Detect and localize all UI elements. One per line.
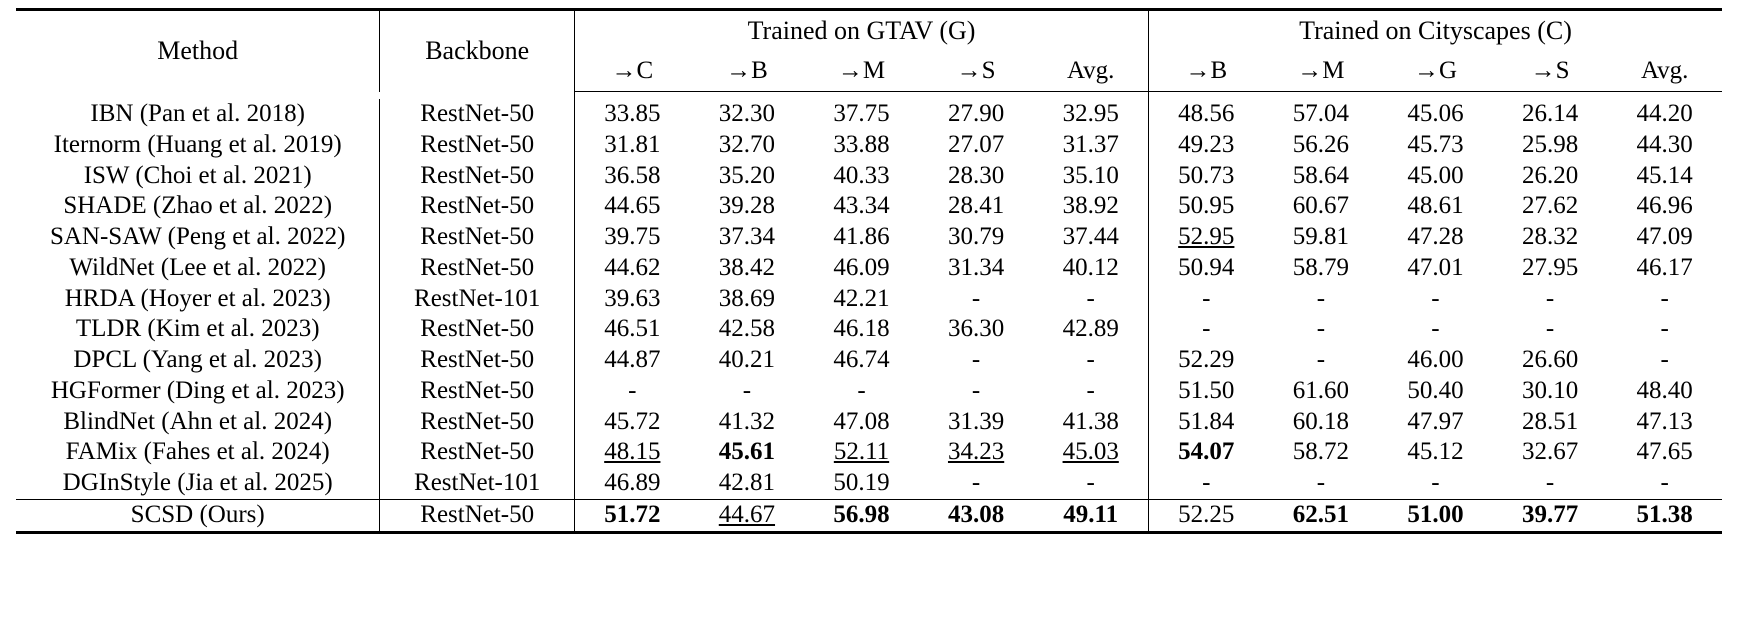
cell-city-4: 47.09 xyxy=(1636,223,1693,250)
cell-gtav-1: 37.34 xyxy=(718,223,776,250)
cell-gtav-2: 56.98 xyxy=(804,499,919,532)
cell-gtav-4: 37.44 xyxy=(1062,223,1119,250)
cell-city-1: 58.64 xyxy=(1292,161,1349,189)
cell-city-2: - xyxy=(1431,315,1440,343)
cell-gtav-3: 27.90 xyxy=(947,100,1005,127)
header-gtav-to-s: →S xyxy=(919,51,1034,92)
header-group-cityscapes: Trained on Cityscapes (C) xyxy=(1148,10,1722,52)
cell-gtav-1: 35.20 xyxy=(718,161,776,189)
cell-gtav-0: 45.72 xyxy=(575,407,690,438)
cell-gtav-2: 52.11 xyxy=(833,438,890,466)
table-body xyxy=(16,99,1722,499)
cell-method: SCSD (Ours) xyxy=(16,499,380,532)
cell-gtav-1: 38.42 xyxy=(718,253,776,281)
cell-gtav-2: 41.86 xyxy=(833,223,890,250)
cell-city-3: 28.51 xyxy=(1521,407,1579,435)
cell-gtav-0: 39.63 xyxy=(575,284,690,315)
cell-gtav-3: 31.34 xyxy=(947,253,1005,281)
spacer xyxy=(16,92,1722,100)
cell-city-3: 27.62 xyxy=(1521,192,1579,220)
cell-gtav-0: 51.72 xyxy=(575,499,690,532)
cell-backbone: RestNet-50 xyxy=(380,191,575,222)
cell-gtav-0: 44.87 xyxy=(575,345,690,376)
cell-gtav-1: 38.69 xyxy=(718,284,776,312)
cell-city-4: 44.30 xyxy=(1636,130,1693,158)
cell-city-2: 45.00 xyxy=(1407,161,1464,189)
cell-city-2: 47.28 xyxy=(1407,223,1464,250)
cell-city-3: 25.98 xyxy=(1521,130,1579,158)
cell-gtav-4: 35.10 xyxy=(1062,161,1119,189)
cell-city-3: 26.60 xyxy=(1521,346,1579,373)
cell-method: FAMix (Fahes et al. 2024) xyxy=(65,438,330,466)
cell-gtav-0: 46.51 xyxy=(575,314,690,345)
cell-city-2: 50.40 xyxy=(1407,376,1464,404)
cell-city-0: - xyxy=(1148,284,1263,315)
cell-gtav-2: 47.08 xyxy=(833,407,890,435)
cell-gtav-4: 42.89 xyxy=(1062,315,1119,343)
cell-city-1: - xyxy=(1264,468,1379,499)
cell-city-0: 51.84 xyxy=(1148,407,1263,438)
cell-city-0: 52.29 xyxy=(1148,345,1263,376)
header-gtav-to-b: →B xyxy=(690,51,805,92)
cell-backbone: RestNet-101 xyxy=(380,284,575,315)
table-row xyxy=(16,161,1722,192)
cell-city-2: - xyxy=(1431,284,1440,312)
cell-gtav-1: 42.81 xyxy=(690,468,805,499)
cell-gtav-0: - xyxy=(575,376,690,407)
cell-gtav-3: 28.41 xyxy=(947,192,1005,220)
cell-backbone: RestNet-50 xyxy=(380,437,575,468)
cell-city-1: - xyxy=(1316,284,1326,312)
cell-gtav-2: 33.88 xyxy=(833,130,890,158)
cell-city-2: 45.06 xyxy=(1407,100,1464,127)
table-row xyxy=(16,99,1722,130)
cell-method: IBN (Pan et al. 2018) xyxy=(90,100,305,127)
table-row xyxy=(16,314,1722,345)
cell-gtav-3: - xyxy=(971,284,981,312)
cell-backbone: RestNet-50 xyxy=(380,376,575,407)
cell-city-3: 26.20 xyxy=(1521,161,1579,189)
cell-city-4: 44.20 xyxy=(1636,100,1693,127)
cell-city-2: 45.12 xyxy=(1407,438,1464,466)
cell-city-0: 50.95 xyxy=(1148,191,1263,222)
cell-city-4: - xyxy=(1660,284,1669,312)
cell-gtav-1: 45.61 xyxy=(718,438,776,466)
header-backbone: Backbone xyxy=(380,10,575,92)
cell-gtav-1: 32.70 xyxy=(718,130,776,158)
cell-method: TLDR (Kim et al. 2023) xyxy=(75,315,320,343)
cell-city-0: - xyxy=(1148,468,1263,499)
cell-city-4: 45.14 xyxy=(1636,161,1693,189)
table-row-ours xyxy=(16,499,1722,532)
cell-method: HRDA (Hoyer et al. 2023) xyxy=(64,284,331,312)
cell-backbone: RestNet-50 xyxy=(380,345,575,376)
cell-gtav-1: 32.30 xyxy=(718,100,776,127)
cell-city-1: 61.60 xyxy=(1292,376,1349,404)
cell-city-4: 47.65 xyxy=(1636,438,1693,466)
cell-gtav-0: 48.15 xyxy=(575,437,690,468)
header-city-to-m: →M xyxy=(1264,51,1379,92)
cell-city-4: - xyxy=(1660,315,1669,343)
cell-city-3: 30.10 xyxy=(1521,376,1579,404)
cell-gtav-2: 46.74 xyxy=(833,346,890,373)
cell-gtav-2: 37.75 xyxy=(833,100,890,127)
table-row xyxy=(16,376,1722,407)
table-row xyxy=(16,468,1722,499)
cell-city-1: 57.04 xyxy=(1292,100,1349,127)
cell-city-4: 51.38 xyxy=(1607,499,1722,532)
table-row xyxy=(16,130,1722,161)
header-gtav-avg: Avg. xyxy=(1033,51,1148,92)
table-row xyxy=(16,407,1722,438)
cell-gtav-4: 31.37 xyxy=(1062,130,1119,158)
cell-gtav-4: - xyxy=(1086,376,1095,404)
cell-city-1: 62.51 xyxy=(1264,499,1379,532)
cell-city-3: - xyxy=(1545,284,1555,312)
cell-gtav-2: 40.33 xyxy=(833,161,890,189)
header-row-groups xyxy=(16,10,1722,52)
cell-gtav-1: 39.28 xyxy=(718,192,776,220)
cell-city-3: 28.32 xyxy=(1521,223,1579,250)
cell-city-3: 39.77 xyxy=(1493,499,1608,532)
cell-gtav-3: 28.30 xyxy=(947,161,1005,189)
cell-city-1: - xyxy=(1316,315,1326,343)
cell-city-1: 56.26 xyxy=(1292,130,1349,158)
cell-gtav-3: - xyxy=(971,346,981,373)
cell-gtav-1: 42.58 xyxy=(718,315,776,343)
cell-city-2: 47.01 xyxy=(1407,253,1464,281)
cell-method: HGFormer (Ding et al. 2023) xyxy=(50,376,345,404)
cell-city-3: - xyxy=(1493,468,1608,499)
table-row xyxy=(16,437,1722,468)
cell-city-4: - xyxy=(1607,468,1722,499)
cell-gtav-4: - xyxy=(1086,284,1095,312)
cell-backbone: RestNet-50 xyxy=(380,161,575,192)
cell-gtav-1: 44.67 xyxy=(690,499,805,532)
cell-city-2: 45.73 xyxy=(1407,130,1464,158)
cell-gtav-2: 46.09 xyxy=(833,253,890,281)
cell-city-0: 49.23 xyxy=(1148,130,1263,161)
cell-gtav-4: 41.38 xyxy=(1062,407,1119,435)
cell-city-0: 52.25 xyxy=(1148,499,1263,532)
cell-city-1: 59.81 xyxy=(1292,223,1349,250)
cell-city-2: 51.00 xyxy=(1378,499,1493,532)
cell-gtav-0: 46.89 xyxy=(575,468,690,499)
cell-gtav-3: 34.23 xyxy=(947,438,1005,466)
cell-city-3: - xyxy=(1545,315,1555,343)
header-group-gtav: Trained on GTAV (G) xyxy=(575,10,1149,52)
cell-city-0: 51.50 xyxy=(1148,376,1263,407)
header-city-to-s: →S xyxy=(1493,51,1608,92)
header-city-to-b: →B xyxy=(1148,51,1263,92)
cell-city-1: 58.79 xyxy=(1292,253,1349,281)
cell-gtav-0: 33.85 xyxy=(575,99,690,130)
table-row xyxy=(16,191,1722,222)
cell-city-4: 47.13 xyxy=(1636,407,1693,435)
cell-backbone: RestNet-50 xyxy=(380,499,575,532)
cell-method: DGInStyle (Jia et al. 2025) xyxy=(16,468,380,499)
cell-city-4: 46.96 xyxy=(1636,192,1693,220)
cell-method: SAN-SAW (Peng et al. 2022) xyxy=(49,223,346,250)
cell-gtav-1: - xyxy=(742,376,752,404)
cell-gtav-2: 46.18 xyxy=(833,315,890,343)
cell-gtav-4: 38.92 xyxy=(1062,192,1119,220)
cell-method: ISW (Choi et al. 2021) xyxy=(83,161,312,189)
cell-gtav-3: - xyxy=(971,376,981,404)
cell-method: BlindNet (Ahn et al. 2024) xyxy=(63,407,333,435)
cell-city-1: 60.18 xyxy=(1292,407,1349,435)
cell-backbone: RestNet-50 xyxy=(380,99,575,130)
cell-gtav-0: 44.62 xyxy=(575,253,690,284)
cell-gtav-4: 40.12 xyxy=(1062,253,1119,281)
cell-gtav-3: 31.39 xyxy=(947,407,1005,435)
cell-backbone: RestNet-50 xyxy=(380,253,575,284)
table-row xyxy=(16,284,1722,315)
table-row xyxy=(16,222,1722,253)
cell-backbone: RestNet-101 xyxy=(380,468,575,499)
cell-gtav-2: 50.19 xyxy=(804,468,919,499)
cell-city-4: 46.17 xyxy=(1636,253,1693,281)
header-gtav-to-c: →C xyxy=(575,51,690,92)
cell-city-2: 47.97 xyxy=(1407,407,1464,435)
cell-backbone: RestNet-50 xyxy=(380,130,575,161)
cell-gtav-2: 43.34 xyxy=(833,192,890,220)
cell-gtav-3: 43.08 xyxy=(919,499,1034,532)
cell-gtav-4: 45.03 xyxy=(1062,438,1119,466)
cell-city-4: - xyxy=(1660,346,1669,373)
header-city-avg: Avg. xyxy=(1607,51,1722,92)
cell-backbone: RestNet-50 xyxy=(380,314,575,345)
cell-city-0: 48.56 xyxy=(1148,99,1263,130)
cell-city-0: 50.73 xyxy=(1148,161,1263,192)
cell-method: DPCL (Yang et al. 2023) xyxy=(73,346,322,373)
cell-backbone: RestNet-50 xyxy=(380,222,575,253)
cell-city-4: 48.40 xyxy=(1636,376,1693,404)
cell-gtav-0: 36.58 xyxy=(575,161,690,192)
cell-gtav-0: 31.81 xyxy=(575,130,690,161)
cell-backbone: RestNet-50 xyxy=(380,407,575,438)
cell-gtav-3: - xyxy=(919,468,1034,499)
header-city-to-g: →G xyxy=(1378,51,1493,92)
cell-city-1: - xyxy=(1316,346,1326,373)
cell-method: SHADE (Zhao et al. 2022) xyxy=(63,192,333,220)
cell-gtav-4: 32.95 xyxy=(1062,100,1119,127)
table-row xyxy=(16,345,1722,376)
header-gtav-to-m: →M xyxy=(804,51,919,92)
cell-city-2: 46.00 xyxy=(1407,346,1464,373)
cell-gtav-0: 39.75 xyxy=(575,222,690,253)
cell-gtav-0: 44.65 xyxy=(575,191,690,222)
table-row xyxy=(16,253,1722,284)
cell-method: Iternorm (Huang et al. 2019) xyxy=(53,130,342,158)
cell-method: WildNet (Lee et al. 2022) xyxy=(69,253,326,281)
cell-gtav-2: 42.21 xyxy=(833,284,890,312)
cell-gtav-1: 40.21 xyxy=(718,346,776,373)
cell-city-0: 54.07 xyxy=(1148,437,1263,468)
cell-gtav-1: 41.32 xyxy=(718,407,776,435)
cell-gtav-4: 49.11 xyxy=(1033,499,1148,532)
cell-city-1: 60.67 xyxy=(1292,192,1349,220)
cell-city-2: 48.61 xyxy=(1407,192,1464,220)
cell-city-2: - xyxy=(1378,468,1493,499)
results-table xyxy=(16,8,1722,534)
cell-city-0: - xyxy=(1148,314,1263,345)
table-body-ours xyxy=(16,499,1722,532)
cell-gtav-3: 30.79 xyxy=(947,223,1005,250)
cell-gtav-3: 36.30 xyxy=(947,315,1005,343)
cell-city-3: 32.67 xyxy=(1521,438,1579,466)
cell-gtav-4: - xyxy=(1086,346,1095,373)
cell-city-0: 52.95 xyxy=(1148,222,1263,253)
cell-gtav-3: 27.07 xyxy=(947,130,1005,158)
cell-city-3: 27.95 xyxy=(1521,253,1579,281)
cell-city-1: 58.72 xyxy=(1292,438,1349,466)
header-method: Method xyxy=(16,10,380,92)
cell-city-0: 50.94 xyxy=(1148,253,1263,284)
cell-gtav-4: - xyxy=(1033,468,1148,499)
cell-city-3: 26.14 xyxy=(1521,100,1579,127)
cell-gtav-2: - xyxy=(857,376,866,404)
